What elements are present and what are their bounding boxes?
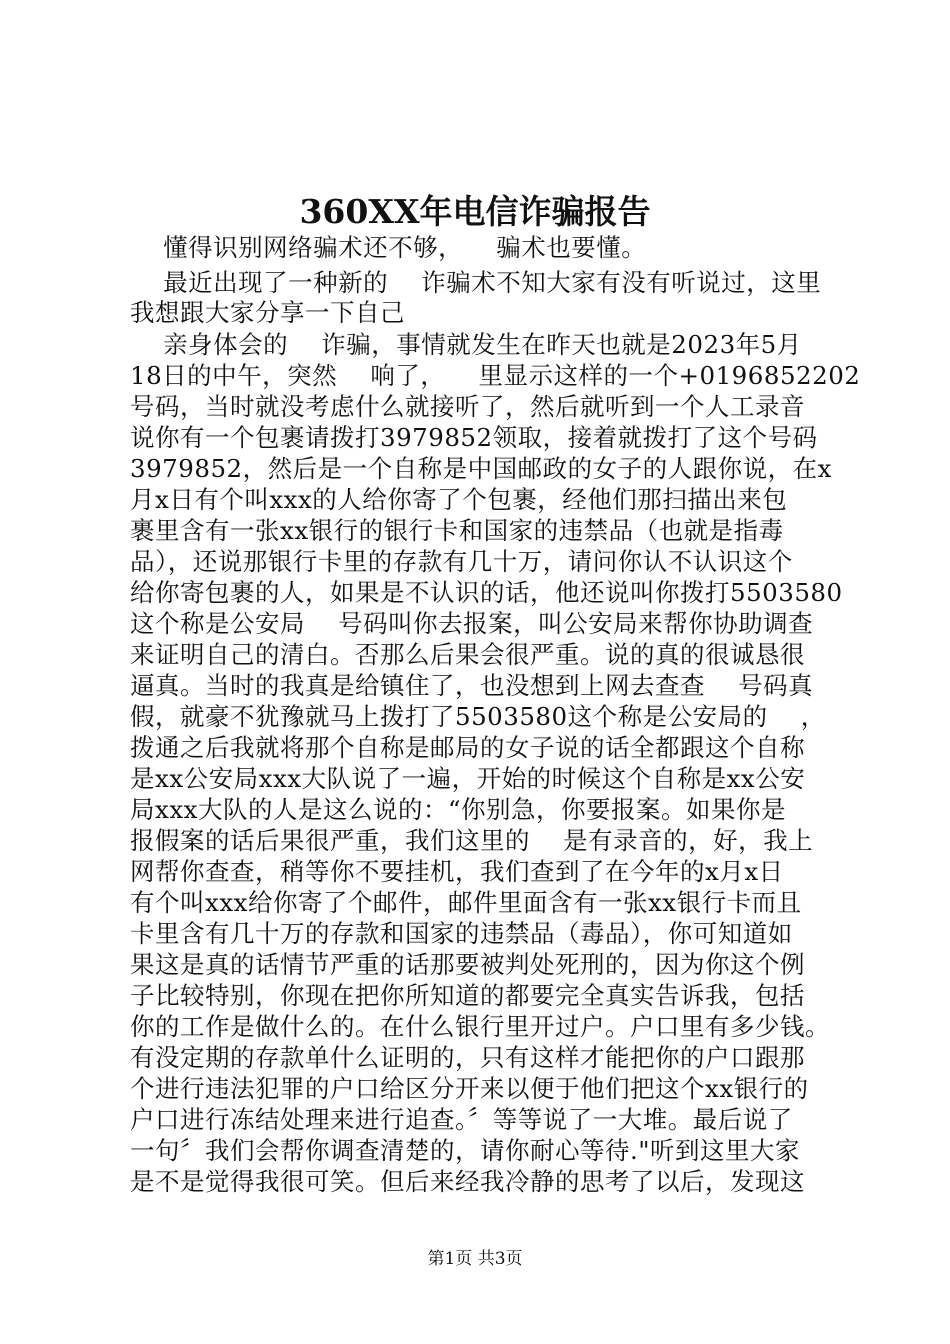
body-line: 裹里含有一张xx银行的银行卡和国家的违禁品（也就是指毒 [130,516,784,545]
body-line: 个进行违法犯罪的户口给区分开来以便于他们把这个xx银行的 [130,1074,809,1103]
body-line: 拨通之后我就将那个自称是邮局的女子说的话全都跟这个自称 [130,733,805,762]
body-line: 3979852，然后是一个自称是中国邮政的女子的人跟你说，在x [130,454,832,483]
body-line: 卡里含有几十万的存款和国家的违禁品（毒品），你可知道如 [130,919,793,948]
body-line: 懂得识别网络骗术还不够， 骗术也要懂。 [130,233,647,262]
body-line: 果这是真的话情节严重的话那要被判处死刑的，因为你这个例 [130,950,805,979]
body-line: 有没定期的存款单什么证明的，只有这样才能把你的户口跟那 [130,1043,805,1072]
body-line: 你的工作是做什么的。在什么银行里开过户。户口里有多少钱。 [130,1012,830,1041]
body-line: 品），还说那银行卡里的存款有几十万，请问你认不认识这个 [130,547,793,576]
body-line: 网帮你查查，稍等你不要挂机，我们查到了在今年的x月x日 [130,857,784,886]
body-line: 是不是觉得我很可笑。但后来经我冷静的思考了以后，发现这 [130,1167,805,1196]
body-line: 最近出现了一种新的 诈骗术不知大家有没有听说过，这里 [130,268,822,297]
body-line: 这个称是公安局 号码叫你去报案，叫公安局来帮你协助调查 [130,609,814,638]
body-line: 报假案的话后果很严重，我们这里的 是有录音的，好，我上 [130,826,814,855]
body-line: 亲身体会的 诈骗，事情就发生在昨天也就是2023年5月 [130,330,802,359]
body-line: 我想跟大家分享一下自己 [130,298,405,327]
body-line: 是xx公安局xxx大队说了一遍，开始的时候这个自称是xx公安 [130,764,806,793]
body-line: 说你有一个包裹请拨打3979852领取，接着就拨打了这个号码 [130,423,818,452]
body-line: 有个叫xxx给你寄了个邮件，邮件里面含有一张xx银行卡而且 [130,888,802,917]
body-line: 局xxx大队的人是这么说的：“你别急，你要报案。如果你是 [130,795,786,824]
body-line: 来证明自己的清白。否那么后果会很严重。说的真的很诚恳很 [130,640,805,669]
body-line: 号码，当时就没考虑什么就接听了，然后就听到一个人工录音 [130,392,805,421]
body-line: 给你寄包裹的人，如果是不认识的话，他还说叫你拨打5503580 [130,578,843,607]
body-line: 子比较特别，你现在把你所知道的都要完全真实告诉我，包括 [130,981,805,1010]
body-line: 户口进行冻结处理来进行追查。〞等等说了一大堆。最后说了 [130,1105,793,1134]
document-title: 360XX年电信诈骗报告 [299,192,651,231]
body-line: 一句〞我们会帮你调查清楚的，请你耐心等待."听到这里大家 [130,1136,801,1165]
body-line: 逼真。当时的我真是给镇住了，也没想到上网去查查 号码真 [130,671,814,700]
page-number-footer: 第1页 共3页 [427,1249,523,1269]
body-line: 18日的中午，突然 响了， 里显示这样的一个+0196852202 [130,361,861,390]
body-line: 月x日有个叫xxx的人给你寄了个包裹，经他们那扫描出来包 [130,485,788,514]
body-line: 假，就豪不犹豫就马上拨打了5503580这个称是公安局的 ， [130,702,826,731]
